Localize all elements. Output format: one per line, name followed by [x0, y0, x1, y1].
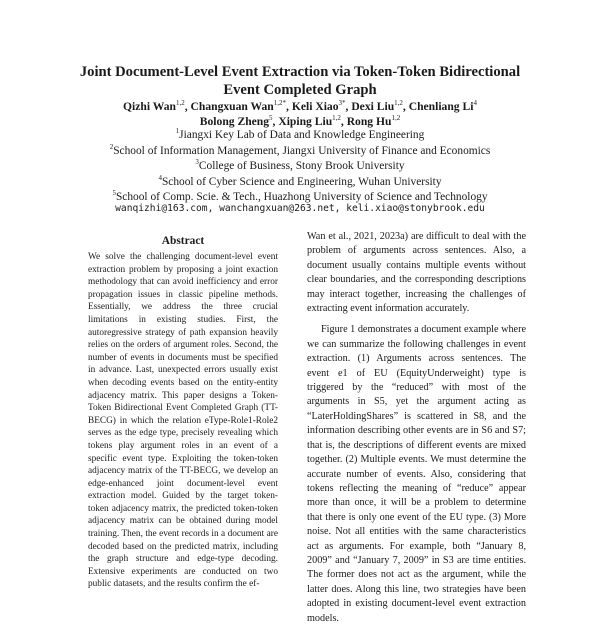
affiliation-sup: 1: [175, 127, 180, 136]
author-sup: 3*: [338, 99, 346, 108]
affiliation-sup: 4: [158, 173, 162, 182]
affiliation: [10, 175, 590, 191]
affiliation-text: Jiangxi Key Lab of Data and Knowledge Engineering: [179, 129, 425, 141]
affiliation: [10, 159, 590, 175]
affiliation: [10, 128, 590, 144]
affiliation-sup: 2: [109, 142, 114, 151]
author-line-1: Qizhi Wan$^{1,2}$, Changxuan Wan$^{1,2*}$, Keli Xiao$^{3*}$, Dexi Liu$^{1,2}$, Chenliang Li$^4$: [123, 99, 477, 113]
title-line-1: Joint Document-Level Event Extraction via Token-Token Bidirectional: [79, 64, 521, 80]
affiliation-text: School of Cyber Science and Engineering, Wuhan University: [161, 175, 442, 188]
affiliation-text: School of Information Management, Jiangxi University of Finance and Economics: [113, 144, 491, 157]
author-name: Qizhi Wan: [123, 100, 176, 113]
affiliation-sup: 5: [112, 189, 116, 198]
author-name: Xiping Liu: [278, 115, 333, 128]
author-name: Changxuan Wan: [190, 100, 274, 113]
affiliation-sup: 3: [195, 158, 199, 167]
author-sup: 4: [473, 99, 477, 108]
author-name: Bolong Zheng: [199, 115, 270, 128]
author-name: Chenliang Li: [408, 100, 474, 113]
title-line-2: Event Completed Graph: [223, 82, 377, 98]
author-sup: 1,2: [394, 99, 403, 108]
affiliation: [10, 144, 590, 160]
author-sup: 1,2: [175, 99, 185, 108]
affiliation-text: College of Business, Stony Brook University: [198, 160, 405, 173]
author-name: Keli Xiao: [291, 100, 339, 113]
author-sup: 1,2: [391, 114, 401, 123]
author-line-2: Bolong Zheng$^5$, Xiping Liu$^{1,2}$, Rong Hu$^{1,2}$: [199, 114, 401, 128]
author-list: [20, 99, 580, 129]
author-sup: 1,2*: [273, 99, 287, 108]
author-emails[interactable]: wanqizhi@163.com, wanchangxuan@263.net, keli.xiao@stonybrook.edu: [115, 203, 485, 214]
intro-paragraph-2: Figure 1 demonstrates a document example where we can summarize the following challenges in event extraction. (1) Arguments across sentences. The event e1 of EU (EquityUnderweight) type is triggered by the “reduced” with most of the arguments in S5, yet the argument acting as “LaterHoldingShares” is scattered in S8, and the information describing other events are in S6 and S7; that is, the descriptions of different events are mixed together. (2) Multiple events. We must determine the accurate number of events. Also, considering that tokens reflecting the meaning of “reduce” appear more than once, it will be a problem to determine that there is only one event of the EU type. (3) More noise. Not all entities with the same characteristics act as arguments. For example, both “January 8, 2009” and “January 7, 2009” in S3 are time entities. The former does not act as the argument, while the latter does. Along this line, two strategies have been adopted in existing document-level event extraction models.: [307, 324, 526, 624]
intro-column: [307, 230, 526, 626]
author-name: Rong Hu: [346, 115, 392, 128]
author-sup: 5: [269, 114, 273, 123]
intro-paragraph-1: Wan et al., 2021, 2023a) are difficult to deal with the problem of arguments across sentences. Also, a document usually contains multiple events without clear boundaries, and the corresponding descriptions may interact together, increasing the challenges of extracting event information accurately.: [307, 231, 526, 315]
affiliation-text: School of Comp. Scie. & Tech., Huazhong University of Science and Technology: [115, 191, 488, 204]
author-sup: 1,2: [332, 114, 341, 123]
abstract-body: We solve the challenging document-level event extraction problem by proposing a joint exaction methodology that can avoid inefficiency and error propagation issues in classic pipeline methods. Essentially, we address the three crucial limitations in existing studies. First, the autoregressive strategy of path expansion heavily relies on the orders of argument roles. Second, the number of events in documents must be specified in advance. Last, unexpected errors usually exist when decoding events based on the entity-entity adjacency matrix. This paper designs a Token-Token Bidirectional Event Completed Graph (TT-BECG) in which the relation eType-Role1-Role2 serves as the edge type, precisely revealing which tokens play argument roles in an event of a specific event type. Exploiting the token-token adjacency matrix of the TT-BECG, we develop an edge-enhanced joint document-level event extraction model. Guided by the target token-token adjacency matrix, the predicted token-token adjacency matrix can be obtained during model training. Then, the event records in a document are decoded based on the predicted matrix, including the graph structure and edge-type decoding. Extensive experiments are conducted on two public datasets, and the results confirm the ef-: [88, 252, 278, 590]
paper-title: [40, 63, 560, 99]
affiliation-list: [10, 128, 590, 206]
author-name: Dexi Liu: [351, 100, 395, 113]
abstract-heading: Abstract: [161, 235, 205, 247]
